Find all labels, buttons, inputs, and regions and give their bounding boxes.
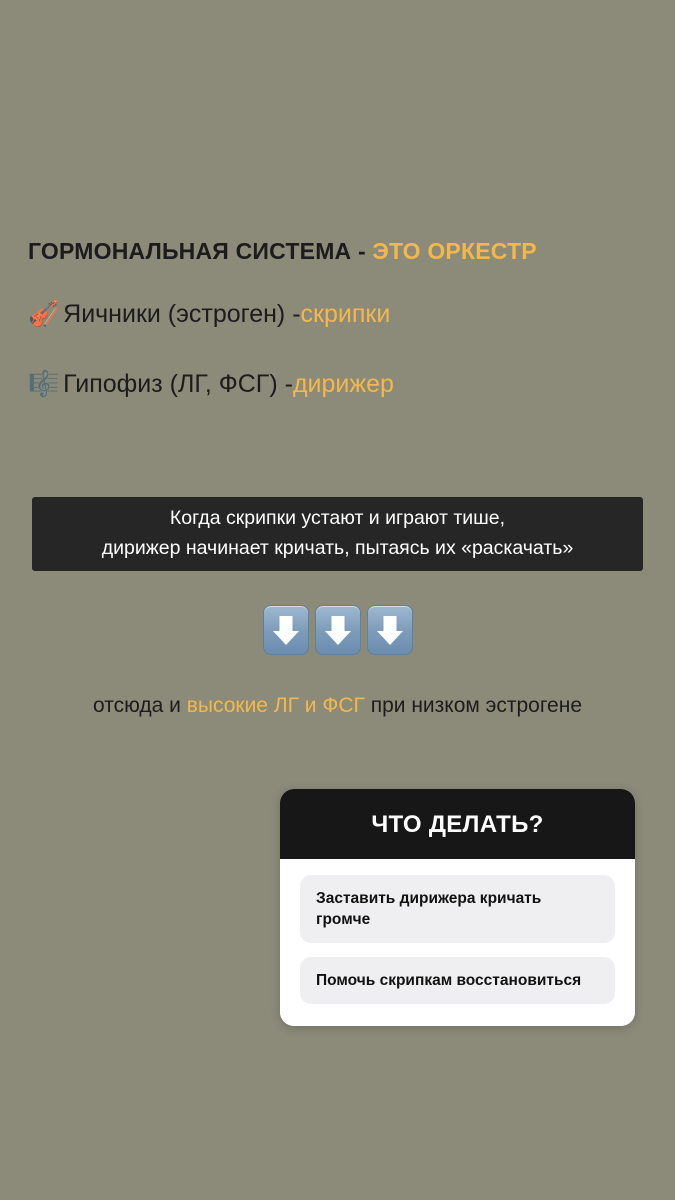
- quote-box: [32, 497, 643, 571]
- poll-option-2[interactable]: Помочь скрипкам восстановиться: [300, 957, 615, 1004]
- down-arrow-icon: [315, 605, 361, 655]
- quote-line-1: Когда скрипки устают и играют тише,: [160, 503, 515, 533]
- music-score-emoji: 🎼: [28, 370, 60, 398]
- list-item: [28, 300, 390, 329]
- list-item-text: Яичники (эстроген) -: [63, 300, 301, 328]
- conclusion-accent: высокие ЛГ и ФСГ: [186, 694, 365, 717]
- poll-option-1[interactable]: Заставить дирижера кричать громче: [300, 875, 615, 943]
- violin-emoji: 🎻: [28, 300, 60, 328]
- conclusion-text: [0, 694, 675, 718]
- conclusion-prefix: отсюда и: [92, 694, 187, 717]
- down-arrow-icon: [263, 605, 309, 655]
- list-item-accent: дирижер: [292, 370, 394, 398]
- conclusion-suffix: при низком эстрогене: [364, 694, 583, 717]
- list-item-accent: скрипки: [300, 300, 391, 328]
- list-item-text: Гипофиз (ЛГ, ФСГ) -: [63, 370, 293, 398]
- down-arrow-icon: [367, 605, 413, 655]
- list-item: [28, 370, 394, 399]
- arrow-row: [0, 605, 675, 655]
- page-title: [28, 238, 537, 265]
- poll-title: ЧТО ДЕЛАТЬ?: [280, 789, 635, 859]
- headline-main: ГОРМОНАЛЬНАЯ СИСТЕМА -: [28, 238, 373, 264]
- poll-options: [280, 859, 635, 1026]
- headline-accent: ЭТО ОРКЕСТР: [372, 238, 537, 264]
- quote-line-2: дирижер начинает кричать, пытаясь их «раскачать»: [92, 533, 584, 563]
- poll-card: [280, 789, 635, 1026]
